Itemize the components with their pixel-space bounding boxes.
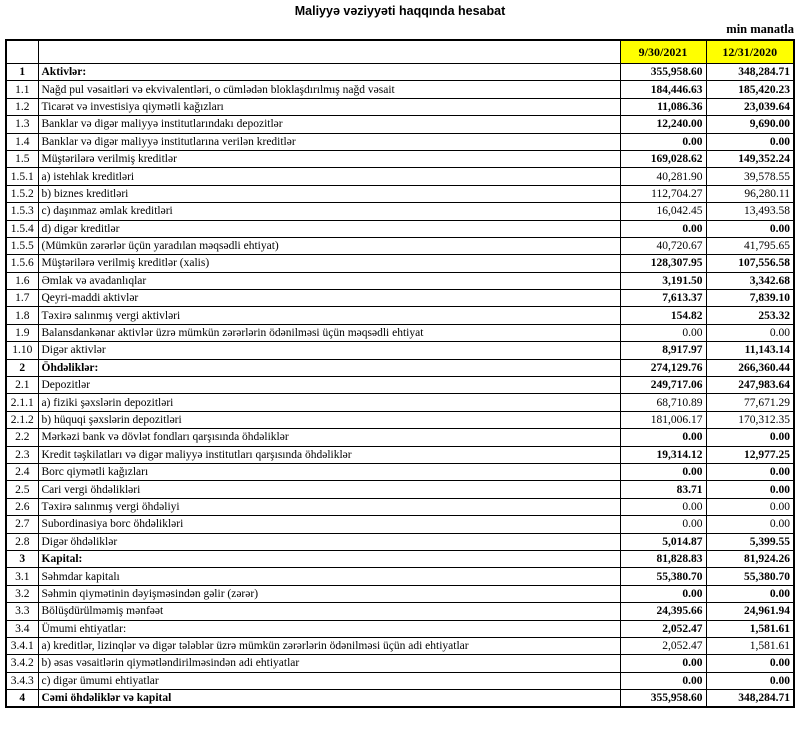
row-label: Borc qiymətli kağızları — [38, 463, 620, 480]
row-value-2020: 5,399.55 — [706, 533, 794, 550]
header-date-2021: 9/30/2021 — [620, 40, 706, 64]
row-label: Kredit təşkilatları və digər maliyyə institutları qarşısında öhdəliklər — [38, 446, 620, 463]
row-value-2020: 149,352.24 — [706, 150, 794, 167]
row-number: 1.5.1 — [6, 168, 38, 185]
table-row — [6, 185, 794, 202]
row-label: Banklar və digər maliyyə institutlarına verilən kreditlər — [38, 133, 620, 150]
table-row — [6, 168, 794, 185]
row-number: 1.5.3 — [6, 203, 38, 220]
row-number: 3.1 — [6, 568, 38, 585]
row-label: Aktivlər: — [38, 64, 620, 81]
row-value-2021: 81,828.83 — [620, 550, 706, 567]
row-value-2020: 13,493.58 — [706, 203, 794, 220]
row-label: Mərkəzi bank və dövlət fondları qarşısında öhdəliklər — [38, 429, 620, 446]
row-number: 1.1 — [6, 81, 38, 98]
row-value-2021: 0.00 — [620, 324, 706, 341]
row-value-2021: 0.00 — [620, 498, 706, 515]
row-label: Cəmi öhdəliklər və kapital — [38, 690, 620, 708]
table-row — [6, 655, 794, 672]
row-number: 3 — [6, 550, 38, 567]
row-value-2020: 253.32 — [706, 307, 794, 324]
row-label: Ticarət və investisiya qiymətli kağızları — [38, 98, 620, 115]
row-value-2021: 181,006.17 — [620, 411, 706, 428]
row-label: Subordinasiya borc öhdəlikləri — [38, 516, 620, 533]
row-number: 4 — [6, 690, 38, 708]
row-value-2020: 0.00 — [706, 516, 794, 533]
table-row — [6, 463, 794, 480]
row-label: Təxirə salınmış vergi öhdəliyi — [38, 498, 620, 515]
row-value-2021: 5,014.87 — [620, 533, 706, 550]
row-value-2020: 0.00 — [706, 498, 794, 515]
row-value-2021: 184,446.63 — [620, 81, 706, 98]
row-label: Cari vergi öhdəlikləri — [38, 481, 620, 498]
row-number: 1.5.4 — [6, 220, 38, 237]
row-label: Banklar və digər maliyyə institutlarındakı depozitlər — [38, 116, 620, 133]
table-row — [6, 603, 794, 620]
row-value-2020: 23,039.64 — [706, 98, 794, 115]
table-row — [6, 359, 794, 376]
row-label: a) kreditlər, lizinqlər və digər tələblər üzrə mümkün zərərlərin ödənilməsi üçün adi ehtiyatlar — [38, 637, 620, 654]
row-label: Kapital: — [38, 550, 620, 567]
table-row — [6, 446, 794, 463]
table-row — [6, 498, 794, 515]
row-number: 2.7 — [6, 516, 38, 533]
table-row — [6, 272, 794, 289]
row-number: 2.6 — [6, 498, 38, 515]
row-number: 3.4.2 — [6, 655, 38, 672]
table-row — [6, 116, 794, 133]
row-value-2020: 41,795.65 — [706, 237, 794, 254]
row-value-2021: 8,917.97 — [620, 342, 706, 359]
unit-note: min manatla — [726, 22, 794, 36]
row-value-2021: 55,380.70 — [620, 568, 706, 585]
row-number: 3.4 — [6, 620, 38, 637]
row-value-2021: 169,028.62 — [620, 150, 706, 167]
row-value-2020: 0.00 — [706, 429, 794, 446]
table-row — [6, 550, 794, 567]
row-label: Müştərilərə verilmiş kreditlər (xalis) — [38, 255, 620, 272]
row-value-2020: 170,312.35 — [706, 411, 794, 428]
table-row — [6, 516, 794, 533]
row-value-2021: 0.00 — [620, 516, 706, 533]
row-value-2020: 1,581.61 — [706, 637, 794, 654]
row-value-2021: 7,613.37 — [620, 290, 706, 307]
row-number: 1.5.5 — [6, 237, 38, 254]
row-value-2020: 96,280.11 — [706, 185, 794, 202]
row-value-2021: 16,042.45 — [620, 203, 706, 220]
row-value-2020: 77,671.29 — [706, 394, 794, 411]
row-number: 1.5.2 — [6, 185, 38, 202]
row-value-2021: 2,052.47 — [620, 637, 706, 654]
table-row — [6, 64, 794, 81]
row-value-2020: 81,924.26 — [706, 550, 794, 567]
row-label: Səhmin qiymətinin dəyişməsindən gəlir (zərər) — [38, 585, 620, 602]
row-number: 1.3 — [6, 116, 38, 133]
table-row — [6, 150, 794, 167]
table-row — [6, 342, 794, 359]
row-label: a) fiziki şəxslərin depozitləri — [38, 394, 620, 411]
row-number: 2.5 — [6, 481, 38, 498]
row-value-2021: 112,704.27 — [620, 185, 706, 202]
row-number: 2 — [6, 359, 38, 376]
row-value-2021: 68,710.89 — [620, 394, 706, 411]
header-empty-label-cell — [38, 40, 620, 64]
row-value-2021: 355,958.60 — [620, 64, 706, 81]
table-row — [6, 98, 794, 115]
table-row — [6, 237, 794, 254]
row-number: 3.4.1 — [6, 637, 38, 654]
row-number: 2.1.2 — [6, 411, 38, 428]
row-value-2021: 154.82 — [620, 307, 706, 324]
table-row — [6, 411, 794, 428]
table-row — [6, 377, 794, 394]
table-row — [6, 568, 794, 585]
row-value-2021: 274,129.76 — [620, 359, 706, 376]
row-label: d) digər kreditlər — [38, 220, 620, 237]
row-value-2021: 3,191.50 — [620, 272, 706, 289]
row-value-2020: 247,983.64 — [706, 377, 794, 394]
row-value-2020: 0.00 — [706, 133, 794, 150]
row-number: 1.2 — [6, 98, 38, 115]
row-label: c) digər ümumi ehtiyatlar — [38, 672, 620, 689]
row-label: Ümumi ehtiyatlar: — [38, 620, 620, 637]
row-label: Depozitlər — [38, 377, 620, 394]
row-value-2021: 0.00 — [620, 429, 706, 446]
row-label: (Mümkün zərərlər üçün yaradılan məqsədli ehtiyat) — [38, 237, 620, 254]
row-value-2020: 55,380.70 — [706, 568, 794, 585]
row-value-2021: 0.00 — [620, 463, 706, 480]
table-row — [6, 255, 794, 272]
row-number: 1.5 — [6, 150, 38, 167]
row-number: 1.5.6 — [6, 255, 38, 272]
row-number: 1.4 — [6, 133, 38, 150]
row-label: Balansdankənar aktivlər üzrə mümkün zərərlərin ödənilməsi üçün məqsədli ehtiyat — [38, 324, 620, 341]
row-value-2021: 12,240.00 — [620, 116, 706, 133]
row-value-2020: 185,420.23 — [706, 81, 794, 98]
row-value-2021: 24,395.66 — [620, 603, 706, 620]
row-value-2020: 39,578.55 — [706, 168, 794, 185]
table-row — [6, 394, 794, 411]
row-number: 2.8 — [6, 533, 38, 550]
row-number: 3.2 — [6, 585, 38, 602]
row-number: 2.3 — [6, 446, 38, 463]
row-value-2020: 12,977.25 — [706, 446, 794, 463]
row-value-2020: 0.00 — [706, 220, 794, 237]
row-value-2020: 0.00 — [706, 463, 794, 480]
row-number: 1 — [6, 64, 38, 81]
row-label: Öhdəliklər: — [38, 359, 620, 376]
table-row — [6, 481, 794, 498]
row-value-2020: 11,143.14 — [706, 342, 794, 359]
row-label: b) biznes kreditləri — [38, 185, 620, 202]
row-value-2021: 355,958.60 — [620, 690, 706, 708]
row-value-2020: 9,690.00 — [706, 116, 794, 133]
row-value-2020: 0.00 — [706, 672, 794, 689]
row-number: 3.4.3 — [6, 672, 38, 689]
row-value-2020: 24,961.94 — [706, 603, 794, 620]
row-number: 1.10 — [6, 342, 38, 359]
row-value-2020: 107,556.58 — [706, 255, 794, 272]
table-row — [6, 620, 794, 637]
row-value-2021: 0.00 — [620, 672, 706, 689]
table-row — [6, 637, 794, 654]
row-label: Təxirə salınmış vergi aktivləri — [38, 307, 620, 324]
row-value-2020: 266,360.44 — [706, 359, 794, 376]
row-number: 1.7 — [6, 290, 38, 307]
table-row — [6, 585, 794, 602]
row-label: Əmlak və avadanlıqlar — [38, 272, 620, 289]
header-empty-no-cell — [6, 40, 38, 64]
row-number: 2.1 — [6, 377, 38, 394]
row-value-2021: 0.00 — [620, 655, 706, 672]
row-number: 2.2 — [6, 429, 38, 446]
row-label: b) əsas vəsaitlərin qiymətləndirilməsindən adi ehtiyatlar — [38, 655, 620, 672]
row-label: Qeyri-maddi aktivlər — [38, 290, 620, 307]
row-value-2021: 0.00 — [620, 220, 706, 237]
row-value-2020: 7,839.10 — [706, 290, 794, 307]
row-value-2020: 348,284.71 — [706, 64, 794, 81]
row-number: 1.6 — [6, 272, 38, 289]
row-number: 2.1.1 — [6, 394, 38, 411]
table-row — [6, 307, 794, 324]
table-row — [6, 133, 794, 150]
row-value-2021: 19,314.12 — [620, 446, 706, 463]
row-number: 3.3 — [6, 603, 38, 620]
financial-position-table — [5, 39, 795, 708]
table-row — [6, 81, 794, 98]
row-value-2021: 40,720.67 — [620, 237, 706, 254]
row-number: 1.9 — [6, 324, 38, 341]
table-row — [6, 220, 794, 237]
page-title: Maliyyə vəziyyəti haqqında hesabat — [294, 4, 506, 18]
row-value-2021: 128,307.95 — [620, 255, 706, 272]
row-value-2021: 249,717.06 — [620, 377, 706, 394]
table-row — [6, 324, 794, 341]
row-value-2021: 0.00 — [620, 133, 706, 150]
table-row — [6, 203, 794, 220]
row-value-2020: 0.00 — [706, 585, 794, 602]
table-header-row — [6, 40, 794, 64]
row-label: Nağd pul vəsaitləri və ekvivalentləri, o cümlədən bloklaşdırılmış nağd vəsait — [38, 81, 620, 98]
row-value-2021: 2,052.47 — [620, 620, 706, 637]
table-row — [6, 290, 794, 307]
row-label: Bölüşdürülməmiş mənfəət — [38, 603, 620, 620]
row-value-2021: 83.71 — [620, 481, 706, 498]
row-value-2020: 1,581.61 — [706, 620, 794, 637]
table-row — [6, 533, 794, 550]
header-date-2020: 12/31/2020 — [706, 40, 794, 64]
row-label: Digər aktivlər — [38, 342, 620, 359]
row-label: b) hüquqi şəxslərin depozitləri — [38, 411, 620, 428]
row-value-2021: 0.00 — [620, 585, 706, 602]
row-value-2020: 0.00 — [706, 324, 794, 341]
row-label: Səhmdar kapitalı — [38, 568, 620, 585]
row-number: 1.8 — [6, 307, 38, 324]
row-label: a) istehlak kreditləri — [38, 168, 620, 185]
row-number: 2.4 — [6, 463, 38, 480]
row-label: Digər öhdəliklər — [38, 533, 620, 550]
row-value-2020: 3,342.68 — [706, 272, 794, 289]
row-value-2021: 40,281.90 — [620, 168, 706, 185]
table-row — [6, 429, 794, 446]
table-row — [6, 672, 794, 689]
row-value-2020: 0.00 — [706, 481, 794, 498]
row-value-2020: 0.00 — [706, 655, 794, 672]
row-label: Müştərilərə verilmiş kreditlər — [38, 150, 620, 167]
row-value-2020: 348,284.71 — [706, 690, 794, 708]
row-label: c) daşınmaz əmlak kreditləri — [38, 203, 620, 220]
row-value-2021: 11,086.36 — [620, 98, 706, 115]
table-row — [6, 690, 794, 708]
